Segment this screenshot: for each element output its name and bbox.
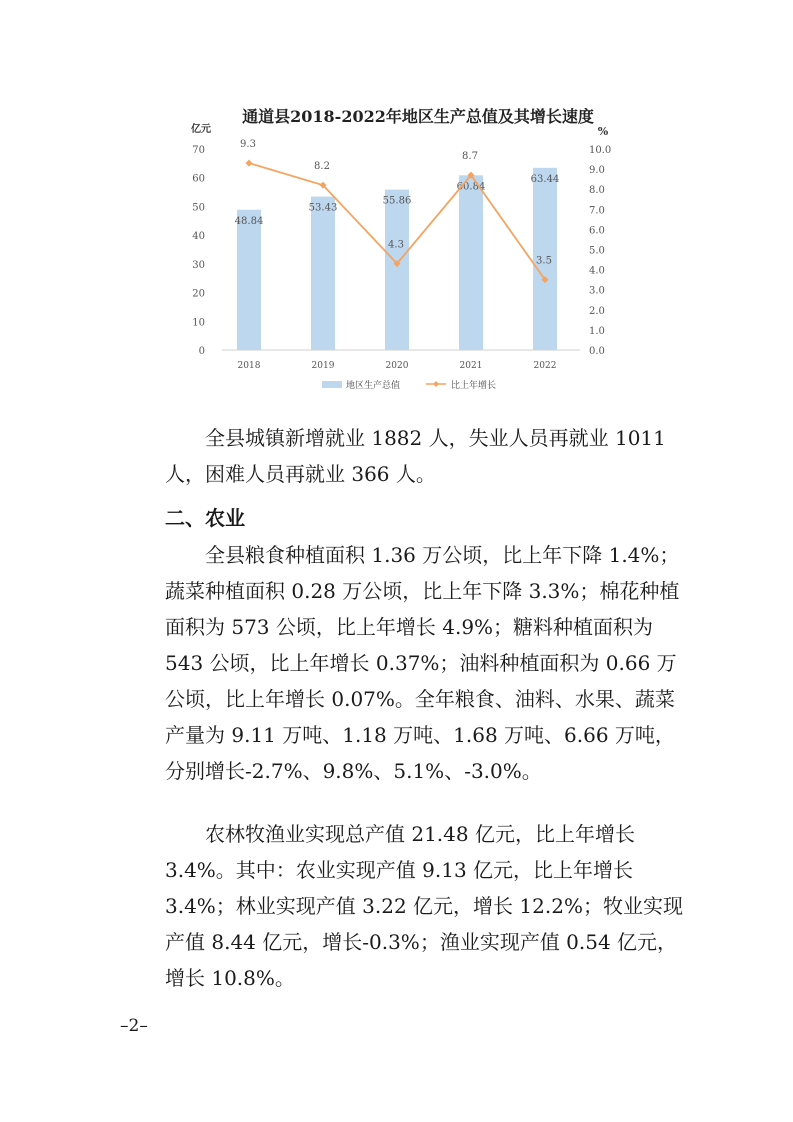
bar — [385, 190, 409, 350]
left-tick-label: 50 — [192, 202, 205, 214]
right-tick-label: 10.0 — [589, 145, 612, 156]
x-tick-label: 2018 — [237, 361, 261, 371]
agri-area-text: 全县粮食种植面积 1.36 万公顷，比上年下降 1.4%；蔬菜种植面积 0.28 万公顷，比上年下降 3.3%；棉花种植面积为 573 公顷，比上年增长 4.9%；糖料种植面积为 543 公顷，比上年增长 0.37%；油料种植面积为 0.66 万公顷，比上年增长 0.07%。全年粮食、油料、水果、蔬菜产量为 9.11 万吨、1.18 万吨、1.68 万吨、6.66 万吨，分别增长-2.7%、9.8%、5.1%、-3.0%。 — [165, 543, 680, 783]
section-heading-agriculture: 二、农业 — [165, 506, 245, 530]
right-tick-label: 5.0 — [589, 245, 605, 257]
x-axis-ticks — [238, 361, 557, 371]
bar — [237, 210, 261, 350]
bar-value-label: 48.84 — [234, 215, 264, 227]
line-value-label: 4.3 — [388, 239, 404, 251]
x-tick-label: 2019 — [311, 361, 335, 371]
bar — [311, 197, 335, 350]
bar-value-label: 53.43 — [308, 202, 338, 214]
right-tick-label: 8.0 — [589, 185, 605, 197]
legend-line-marker — [433, 381, 439, 387]
bar-series — [235, 168, 560, 350]
page-number: –2– — [120, 1016, 148, 1036]
line-marker — [246, 160, 253, 167]
x-tick-label: 2020 — [385, 361, 409, 371]
line-value-label: 8.7 — [462, 151, 478, 163]
bar-value-label: 63.44 — [530, 173, 560, 185]
legend-bar-label: 地区生产总值 — [346, 381, 401, 391]
left-tick-label: 60 — [192, 173, 205, 185]
bar-value-label: 60.84 — [456, 181, 486, 193]
employment-text: 全县城镇新增就业 1882 人，失业人员再就业 1011 人，困难人员再就业 366 人。 — [165, 426, 666, 486]
bar-value-label: 55.86 — [382, 195, 412, 207]
left-tick-label: 40 — [192, 231, 205, 243]
agri-output-paragraph — [165, 816, 685, 996]
left-tick-label: 0 — [198, 346, 205, 357]
left-axis-ticks — [192, 145, 205, 357]
right-tick-label: 4.0 — [589, 265, 605, 277]
left-tick-label: 70 — [192, 145, 205, 156]
right-tick-label: 7.0 — [589, 205, 605, 217]
legend — [322, 379, 496, 391]
line-value-label: 3.5 — [536, 255, 552, 267]
right-tick-label: 1.0 — [589, 325, 605, 337]
right-axis-ticks — [589, 145, 611, 357]
right-tick-label: 6.0 — [589, 225, 605, 237]
agri-output-text: 农林牧渔业实现总产值 21.48 亿元，比上年增长 3.4%。其中：农业实现产值 9.13 亿元，比上年增长 3.4%；林业实现产值 3.22 亿元，增长 12.2%；牧业实现产值 8.44 亿元，增长-0.3%；渔业实现产值 0.54 亿元，增长 10.8%。 — [165, 822, 683, 990]
right-tick-label: 2.0 — [589, 305, 605, 317]
bar — [459, 175, 483, 350]
gdp-chart — [0, 0, 793, 410]
chart-title: 通道县2018-2022年地区生产总值及其增长速度 — [242, 107, 594, 126]
employment-paragraph — [165, 420, 685, 492]
line-value-label: 9.3 — [240, 139, 256, 151]
agri-area-paragraph — [165, 537, 685, 789]
x-tick-label: 2022 — [533, 361, 557, 371]
right-tick-label: 0.0 — [589, 346, 605, 357]
left-tick-label: 10 — [192, 317, 205, 329]
legend-line-label: 比上年增长 — [451, 381, 497, 391]
left-axis-unit: 亿元 — [191, 124, 211, 135]
line-value-label: 8.2 — [314, 161, 330, 173]
right-tick-label: 9.0 — [589, 165, 605, 177]
left-tick-label: 30 — [192, 259, 205, 271]
left-tick-label: 20 — [192, 288, 205, 300]
right-axis-unit: % — [597, 125, 609, 138]
x-tick-label: 2021 — [459, 361, 483, 371]
legend-bar-swatch — [322, 381, 342, 388]
right-tick-label: 3.0 — [589, 285, 605, 297]
